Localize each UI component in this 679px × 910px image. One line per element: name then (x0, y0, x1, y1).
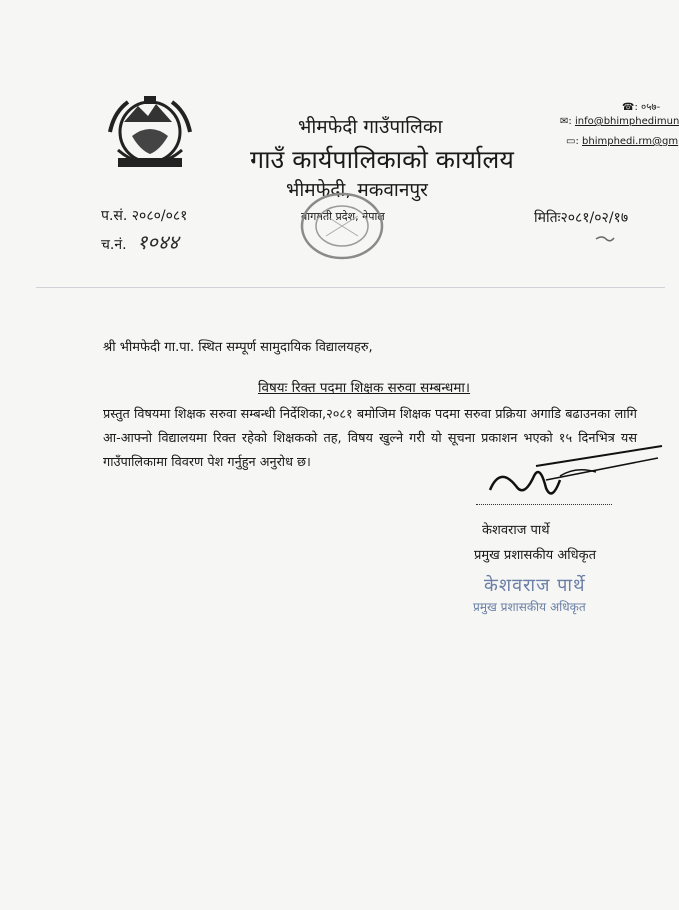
email-contact: ✉: info@bhimphedimun (560, 116, 679, 127)
date-label: मितिः (534, 210, 561, 226)
municipality-name: भीमफेदी गाउँपालिका (298, 116, 443, 138)
phone-icon: ☎ (622, 102, 635, 113)
web-icon: ▭ (566, 136, 576, 147)
addressee: श्री भीमफेदी गा.पा. स्थित सम्पूर्ण सामुदायिक विद्यालयहरु, (103, 340, 373, 355)
letter-date (534, 208, 628, 227)
date-value: २०८१/०२/१७ (560, 210, 629, 226)
office-stamp-icon (296, 186, 388, 266)
cn-label: च.नं. (101, 237, 127, 253)
cn-value: १०४४ (137, 230, 179, 254)
nepal-emblem-icon (104, 92, 196, 178)
header-divider (36, 287, 665, 288)
handwritten-mark (594, 233, 616, 243)
phone-contact: ☎: ०५७- (622, 102, 661, 113)
dispatch-no (101, 228, 179, 255)
email-icon: ✉ (560, 116, 569, 127)
web-address: bhimphedi.rm@gm (582, 136, 679, 147)
ps-value: २०८०/०८१ (131, 208, 188, 224)
signatory-name: केशवराज पार्थे (482, 523, 550, 538)
letter-body: प्रस्तुत विषयमा शिक्षक सरुवा सम्बन्धी निर्देशिका,२०८१ बमोजिम शिक्षक पदमा सरुवा प्रक्रिया अगाडि बढाउनका लागि आ-आफ्नो विद्यालयमा रिक्त रहेको शिक्षकको तह, विषय खुल्ने गरी यो सूचना प्रकाशन भएको १५ दिनभित्र यस गाउँपालिकामा विवरण पेश गर्नुहुन अनुरोध छ। (103, 407, 637, 470)
web-contact: ▭: bhimphedi.rm@gm (566, 136, 679, 147)
office-name: गाउँ कार्यपालिकाको कार्यालय (250, 145, 514, 174)
office-location: भीमफेदी, मकवानपुर (286, 179, 428, 201)
name-stamp: केशवराज पार्थे (484, 575, 586, 596)
letter-ref (101, 206, 187, 225)
signatory-title: प्रमुख प्रशासकीय अधिकृत (474, 548, 597, 563)
letter-subject: विषयः रिक्त पदमा शिक्षक सरुवा सम्बन्धमा। (258, 380, 471, 396)
email-address: info@bhimphedimun (574, 116, 679, 127)
province-name: बागमती प्रदेश, नेपाल (301, 210, 385, 223)
title-stamp: प्रमुख प्रशासकीय अधिकृत (473, 600, 586, 614)
ps-label: प.सं. (101, 208, 128, 224)
signature-line (476, 504, 612, 505)
phone-number: ०५७- (641, 102, 661, 113)
